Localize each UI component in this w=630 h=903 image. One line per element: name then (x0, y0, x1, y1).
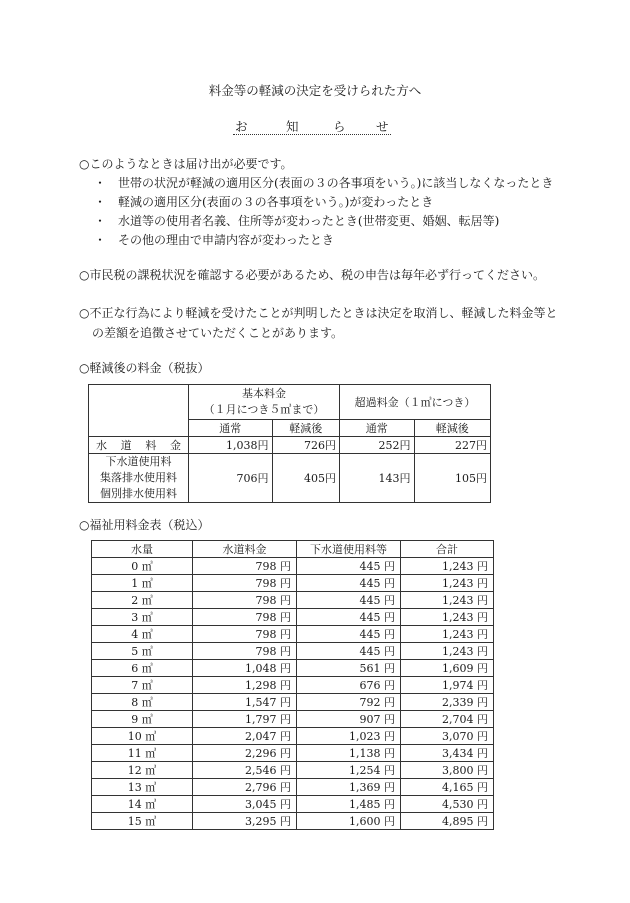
sewer-label: 下水道使用料 (105, 455, 172, 468)
amount-cell: 2,296 円 (193, 745, 297, 762)
amount-cell: 798 円 (193, 592, 297, 609)
water-volume-cell: 13 ㎥ (92, 779, 193, 796)
bullet-mark: ・ (94, 214, 107, 228)
table-row (92, 694, 494, 711)
amount-cell: 1,369 円 (297, 779, 401, 796)
amount-cell: 907 円 (297, 711, 401, 728)
bullet-mark: ・ (94, 176, 107, 190)
amount-cell: 3,070 円 (401, 728, 494, 745)
table-row (92, 575, 494, 592)
sewer-excess-reduced: 105円 (414, 454, 490, 503)
fraud-notice-line1: ○不正な行為により軽減を受けたことが判明したときは決定を取消し、軽減した料金等と (79, 306, 558, 320)
table-row (92, 609, 494, 626)
table-row (92, 643, 494, 660)
table-row (92, 813, 494, 830)
amount-cell: 2,047 円 (193, 728, 297, 745)
water-volume-cell: 5 ㎥ (92, 643, 193, 660)
table-row (92, 711, 494, 728)
tax-notice: ○市民税の課税状況を確認する必要があるため、税の申告は毎年必ず行ってください。 (79, 268, 545, 282)
water-volume-cell: 8 ㎥ (92, 694, 193, 711)
amount-cell: 1,048 円 (193, 660, 297, 677)
excess-rate-header: 超過料金（１㎥につき） (339, 385, 490, 420)
section1-item: 軽減の適用区分(表面の３の各事項をいう。)が変わったとき (118, 195, 434, 209)
amount-cell: 4,530 円 (401, 796, 494, 813)
notice-char: 知 (286, 119, 299, 134)
amount-cell: 1,243 円 (401, 643, 494, 660)
welfare-header: 合計 (401, 541, 494, 558)
basic-reduced-header: 軽減後 (272, 420, 339, 437)
amount-cell: 2,546 円 (193, 762, 297, 779)
amount-cell: 792 円 (297, 694, 401, 711)
water-label-char: 道 (120, 439, 132, 452)
amount-cell: 3,434 円 (401, 745, 494, 762)
water-volume-cell: 0 ㎥ (92, 558, 193, 575)
sewer-basic-reduced: 405円 (272, 454, 339, 503)
amount-cell: 445 円 (297, 643, 401, 660)
section1-item: 水道等の使用者名義、住所等が変わったとき(世帯変更、婚姻、転居等) (118, 214, 500, 228)
water-volume-cell: 14 ㎥ (92, 796, 193, 813)
amount-cell: 1,974 円 (401, 677, 494, 694)
amount-cell: 1,254 円 (297, 762, 401, 779)
section1-item: その他の理由で申請内容が変わったとき (118, 233, 334, 247)
sewer-excess-normal: 143円 (339, 454, 414, 503)
amount-cell: 1,243 円 (401, 592, 494, 609)
fraud-notice-line2: の差額を追徴させていただくことがあります。 (92, 326, 344, 340)
amount-cell: 798 円 (193, 558, 297, 575)
amount-cell: 445 円 (297, 592, 401, 609)
water-volume-cell: 3 ㎥ (92, 609, 193, 626)
amount-cell: 798 円 (193, 609, 297, 626)
sewer-labels (89, 454, 189, 503)
welfare-heading: ○福祉用料金表（税込） (79, 518, 210, 532)
water-basic-reduced: 726円 (272, 437, 339, 454)
table-row (92, 592, 494, 609)
amount-cell: 2,704 円 (401, 711, 494, 728)
amount-cell: 445 円 (297, 575, 401, 592)
sewer-basic-normal: 706円 (189, 454, 273, 503)
amount-cell: 1,243 円 (401, 609, 494, 626)
amount-cell: 798 円 (193, 643, 297, 660)
welfare-header: 水道料金 (193, 541, 297, 558)
water-basic-normal: 1,038円 (189, 437, 273, 454)
table-row (92, 677, 494, 694)
amount-cell: 676 円 (297, 677, 401, 694)
notice-char: お (235, 119, 248, 134)
sewer-label: 個別排水使用料 (100, 487, 177, 500)
amount-cell: 561 円 (297, 660, 401, 677)
bullet-mark: ・ (94, 233, 107, 247)
amount-cell: 4,165 円 (401, 779, 494, 796)
excess-reduced-header: 軽減後 (414, 420, 490, 437)
rates-corner-cell (89, 385, 189, 437)
amount-cell: 1,138 円 (297, 745, 401, 762)
amount-cell: 445 円 (297, 626, 401, 643)
welfare-header: 下水道使用料等 (297, 541, 401, 558)
amount-cell: 1,797 円 (193, 711, 297, 728)
table-row (92, 779, 494, 796)
amount-cell: 1,243 円 (401, 575, 494, 592)
amount-cell: 1,609 円 (401, 660, 494, 677)
amount-cell: 445 円 (297, 609, 401, 626)
document-title: 料金等の軽減の決定を受けられた方へ (208, 83, 422, 98)
water-volume-cell: 11 ㎥ (92, 745, 193, 762)
table-row (92, 558, 494, 575)
table-row (92, 626, 494, 643)
water-volume-cell: 4 ㎥ (92, 626, 193, 643)
notice-heading (233, 117, 391, 135)
water-label (89, 437, 189, 454)
water-label-char: 水 (96, 439, 107, 452)
section1-heading: ○このようなときは届け出が必要です。 (79, 157, 293, 171)
water-volume-cell: 12 ㎥ (92, 762, 193, 779)
amount-cell: 798 円 (193, 626, 297, 643)
amount-cell: 1,547 円 (193, 694, 297, 711)
amount-cell: 2,796 円 (193, 779, 297, 796)
water-volume-cell: 6 ㎥ (92, 660, 193, 677)
amount-cell: 3,800 円 (401, 762, 494, 779)
notice-char: ら (333, 119, 346, 134)
amount-cell: 2,339 円 (401, 694, 494, 711)
water-volume-cell: 2 ㎥ (92, 592, 193, 609)
amount-cell: 1,243 円 (401, 558, 494, 575)
table-row (92, 762, 494, 779)
excess-normal-header: 通常 (339, 420, 414, 437)
amount-cell: 1,243 円 (401, 626, 494, 643)
amount-cell: 445 円 (297, 558, 401, 575)
notice-char: せ (376, 119, 389, 134)
amount-cell: 3,295 円 (193, 813, 297, 830)
basic-rate-header-line2: （１月につき５㎥まで） (203, 403, 325, 416)
basic-normal-header: 通常 (189, 420, 273, 437)
amount-cell: 3,045 円 (193, 796, 297, 813)
bullet-mark: ・ (94, 195, 107, 209)
water-volume-cell: 9 ㎥ (92, 711, 193, 728)
table-row (92, 728, 494, 745)
reduced-rates-table (88, 384, 491, 503)
water-volume-cell: 15 ㎥ (92, 813, 193, 830)
amount-cell: 798 円 (193, 575, 297, 592)
water-label-char: 料 (145, 439, 157, 452)
table-row (92, 660, 494, 677)
table-row (92, 745, 494, 762)
basic-rate-header (189, 385, 340, 420)
sewer-label: 集落排水使用料 (100, 471, 177, 484)
water-excess-reduced: 227円 (414, 437, 490, 454)
water-label-char: 金 (169, 439, 181, 452)
amount-cell: 4,895 円 (401, 813, 494, 830)
water-excess-normal: 252円 (339, 437, 414, 454)
section1-item: 世帯の状況が軽減の適用区分(表面の３の各事項をいう。)に該当しなくなったとき (118, 176, 554, 190)
welfare-header: 水量 (92, 541, 193, 558)
rates-heading: ○軽減後の料金（税抜） (79, 361, 210, 375)
water-volume-cell: 1 ㎥ (92, 575, 193, 592)
basic-rate-header-line1: 基本料金 (241, 387, 286, 400)
water-volume-cell: 10 ㎥ (92, 728, 193, 745)
water-volume-cell: 7 ㎥ (92, 677, 193, 694)
amount-cell: 1,485 円 (297, 796, 401, 813)
amount-cell: 1,600 円 (297, 813, 401, 830)
amount-cell: 1,298 円 (193, 677, 297, 694)
amount-cell: 1,023 円 (297, 728, 401, 745)
welfare-rates-table (91, 540, 494, 830)
table-row (92, 796, 494, 813)
